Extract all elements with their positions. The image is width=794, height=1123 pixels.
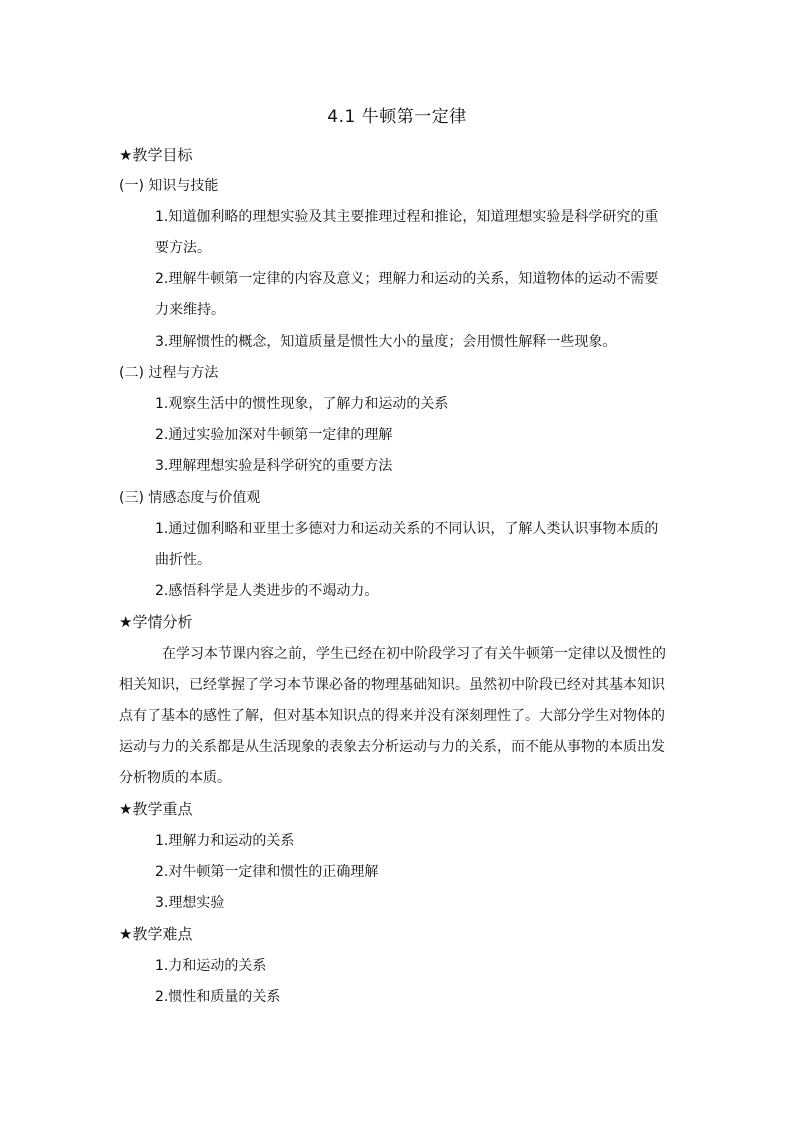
analysis-paragraph-line-3: 点有了基本的感性了解，但对基本知识点的得来并没有深刻理性了。大部分学生对物体的 <box>119 708 665 724</box>
key-point-item-1: 1.理解力和运动的关系 <box>155 833 295 849</box>
knowledge-item-3: 3.理解惯性的概念，知道质量是惯性大小的量度；会用惯性解释一些现象。 <box>155 334 617 350</box>
analysis-paragraph-line-4: 运动与力的关系都是从生活现象的表象去分析运动与力的关系，而不能从事物的本质出发 <box>119 739 665 755</box>
heading-student-analysis: ★学情分析 <box>119 613 193 631</box>
knowledge-item-2-line-2: 力来维持。 <box>155 302 225 318</box>
key-point-item-3: 3.理想实验 <box>155 895 225 911</box>
heading-key-points: ★教学重点 <box>119 800 193 818</box>
subheading-process-methods: (二) 过程与方法 <box>119 365 219 381</box>
attitude-item-1-line-2: 曲折性。 <box>155 552 211 568</box>
difficulty-item-2: 2.惯性和质量的关系 <box>155 989 281 1005</box>
subheading-knowledge-skills: (一) 知识与技能 <box>119 178 219 194</box>
heading-teaching-objectives: ★教学目标 <box>119 146 193 164</box>
subheading-attitude-values: (三) 情感态度与价值观 <box>119 490 261 506</box>
knowledge-item-1-line-2: 要方法。 <box>155 240 211 256</box>
key-point-item-2: 2.对牛顿第一定律和惯性的正确理解 <box>155 864 379 880</box>
analysis-paragraph-line-5: 分析物质的本质。 <box>119 770 231 786</box>
knowledge-item-2-line-1: 2.理解牛顿第一定律的内容及意义；理解力和运动的关系，知道物体的运动不需要 <box>155 271 659 287</box>
process-item-2: 2.通过实验加深对牛顿第一定律的理解 <box>155 427 393 443</box>
difficulty-item-1: 1.力和运动的关系 <box>155 958 267 974</box>
attitude-item-2: 2.感悟科学是人类进步的不竭动力。 <box>155 583 379 599</box>
process-item-1: 1.观察生活中的惯性现象，了解力和运动的关系 <box>155 396 449 412</box>
analysis-paragraph-line-1: 在学习本节课内容之前，学生已经在初中阶段学习了有关牛顿第一定律以及惯性的 <box>162 646 666 662</box>
document-title: 4.1 牛顿第一定律 <box>327 107 467 127</box>
knowledge-item-1-line-1: 1.知道伽利略的理想实验及其主要推理过程和推论，知道理想实验是科学研究的重 <box>155 209 659 225</box>
process-item-3: 3.理解理想实验是科学研究的重要方法 <box>155 458 393 474</box>
analysis-paragraph-line-2: 相关知识，已经掌握了学习本节课必备的物理基础知识。虽然初中阶段已经对其基本知识 <box>119 677 665 693</box>
attitude-item-1-line-1: 1.通过伽利略和亚里士多德对力和运动关系的不同认识，了解人类认识事物本质的 <box>155 521 659 537</box>
heading-difficulties: ★教学难点 <box>119 925 193 943</box>
